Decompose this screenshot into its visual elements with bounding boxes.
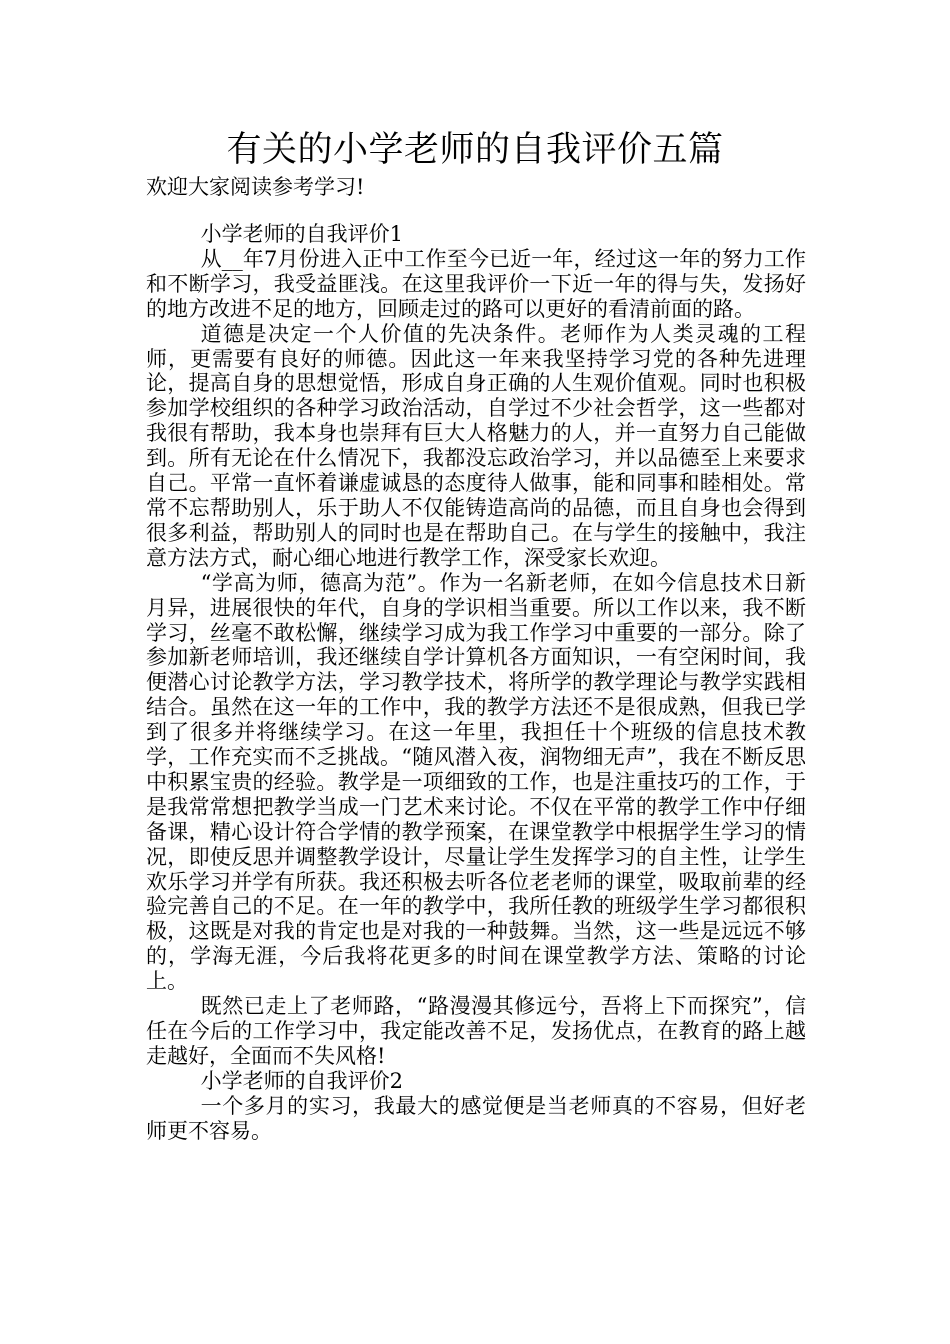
- section-heading-2: 小学老师的自我评价2: [200, 1068, 403, 1093]
- document-body: [146, 222, 806, 1144]
- paragraph-3: “学高为师，德高为范”。作为一名新老师，在如今信息技术日新月异，进展很快的年代，自身的学识相当重要。所以工作以来，我不断学习，丝毫不敢松懈，继续学习成为我工作学习中重要的一部分。除了参加新老师培训，我还继续自学计算机各方面知识，一有空闲时间，我便潜心讨论教学方法，学习教学技术，将所学的教学理论与教学实践相结合。虽然在这一年的工作中，我的教学方法还不是很成熟，但我已学到了很多并将继续学习。在这一年里，我担任十个班级的信息技术教学，工作充实而不乏挑战。“随风潜入夜，润物细无声”，我在不断反思中积累宝贵的经验。教学是一项细致的工作，也是注重技巧的工作，于是我常常想把教学当成一门艺术来讨论。不仅在平常的教学工作中仔细备课，精心设计符合学情的教学预案，在课堂教学中根据学生学习的情况，即使反思并调整教学设计，尽量让学生发挥学习的自主性，让学生欢乐学习并学有所获。我还积极去听各位老老师的课堂，吸取前辈的经验完善自己的不足。在一年的教学中，我所任教的班级学生学习都很积极，这既是对我的肯定也是对我的一种鼓舞。当然，这一些是远远不够的，学海无涯，今后我将花更多的时间在课堂教学方法、策略的讨论上。: [146, 570, 806, 994]
- section-heading-1: 小学老师的自我评价1: [200, 222, 403, 246]
- document-subtitle: 欢迎大家阅读参考学习!: [146, 175, 365, 199]
- paragraph-4: 既然已走上了老师路，“路漫漫其修远兮，吾将上下而探究”，信任在今后的工作学习中，我定能改善不足，发扬优点，在教育的路上越走越好，全面而不失风格!: [146, 994, 806, 1068]
- paragraph-2: 道德是决定一个人价值的先决条件。老师作为人类灵魂的工程师，更需要有良好的师德。因此这一年来我坚持学习党的各种先进理论，提高自身的思想觉悟，形成自身正确的人生观价值观。同时也积极参加学校组织的各种学习政治活动，自学过不少社会哲学，这一些都对我很有帮助，我本身也崇拜有巨大人格魅力的人，并一直努力自己能做到。所有无论在什么情况下，我都没忘政治学习，并以品德至上来要求自己。平常一直怀着谦虚诚恳的态度待人做事，能和同事和睦相处。常常不忘帮助别人，乐于助人不仅能铸造高尚的品德，而且自身也会得到很多利益，帮助别人的同时也是在帮助自己。在与学生的接触中，我注意方法方式，耐心细心地进行教学工作，深受家长欢迎。: [146, 321, 806, 570]
- paragraph-1: 从__年7月份进入正中工作至今已近一年，经过这一年的努力工作和不断学习，我受益匪浅。在这里我评价一下近一年的得与失，发扬好的地方改进不足的地方，回顾走过的路可以更好的看清前面的路。: [146, 246, 806, 321]
- document-title: 有关的小学老师的自我评价五篇: [226, 130, 724, 170]
- paragraph-5: 一个多月的实习，我最大的感觉便是当老师真的不容易，但好老师更不容易。: [146, 1093, 806, 1143]
